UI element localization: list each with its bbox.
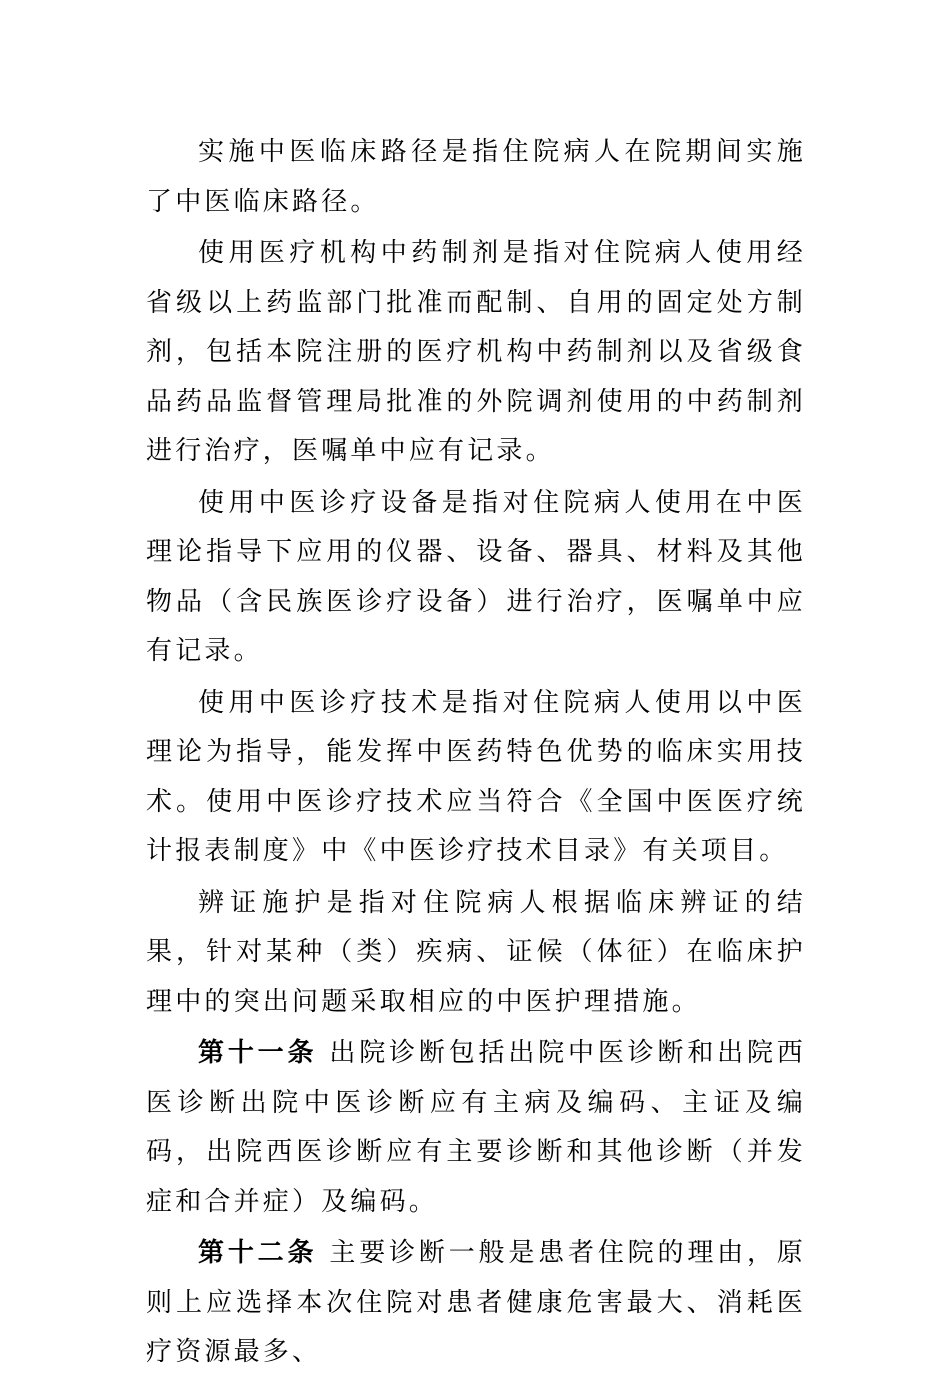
paragraph-text: 实施中医临床路径是指住院病人在院期间实施了中医临床路径。: [146, 137, 806, 217]
paragraph-text: 辨证施护是指对住院病人根据临床辨证的结果，针对某种（类）疾病、证候（体征）在临床护理中的突出问题采取相应的中医护理措施。: [146, 887, 806, 1017]
paragraph-text: 使用中医诊疗技术是指对住院病人使用以中医理论为指导，能发挥中医药特色优势的临床实用技术。使用中医诊疗技术应当符合《全国中医医疗统计报表制度》中《中医诊疗技术目录》有关项目。: [146, 687, 806, 866]
paragraph-text: 主要诊断一般是患者住院的理由，原则上应选择本次住院对患者健康危害最大、消耗医疗资源最多、: [146, 1238, 806, 1367]
paragraph-clinical-pathway: [146, 128, 806, 227]
paragraph-syndrome-nursing: [146, 879, 806, 1028]
paragraph-text: 使用中医诊疗设备是指对住院病人使用在中医理论指导下应用的仪器、设备、器具、材料及其他物品（含民族医诊疗设备）进行治疗，医嘱单中应有记录。: [146, 487, 806, 666]
paragraph-text: 出院诊断包括出院中医诊断和出院西医诊断出院中医诊断应有主病及编码、主证及编码，出院西医诊断应有主要诊断和其他诊断（并发症和合并症）及编码。: [146, 1038, 806, 1217]
paragraph-article-11: [146, 1029, 806, 1227]
article-number: 第十一条: [198, 1038, 318, 1068]
paragraph-tcm-techniques: [146, 679, 806, 877]
article-number: 第十二条: [198, 1238, 318, 1268]
paragraph-text: 使用医疗机构中药制剂是指对住院病人使用经省级以上药监部门批准而配制、自用的固定处方制剂，包括本院注册的医疗机构中药制剂以及省级食品药品监督管理局批准的外院调剂使用的中药制剂进行治疗，医嘱单中应有记录。: [146, 238, 806, 466]
paragraph-tcm-equipment: [146, 479, 806, 677]
document-body: [146, 128, 806, 1380]
paragraph-hospital-preparation: [146, 229, 806, 477]
paragraph-article-12: [146, 1229, 806, 1378]
